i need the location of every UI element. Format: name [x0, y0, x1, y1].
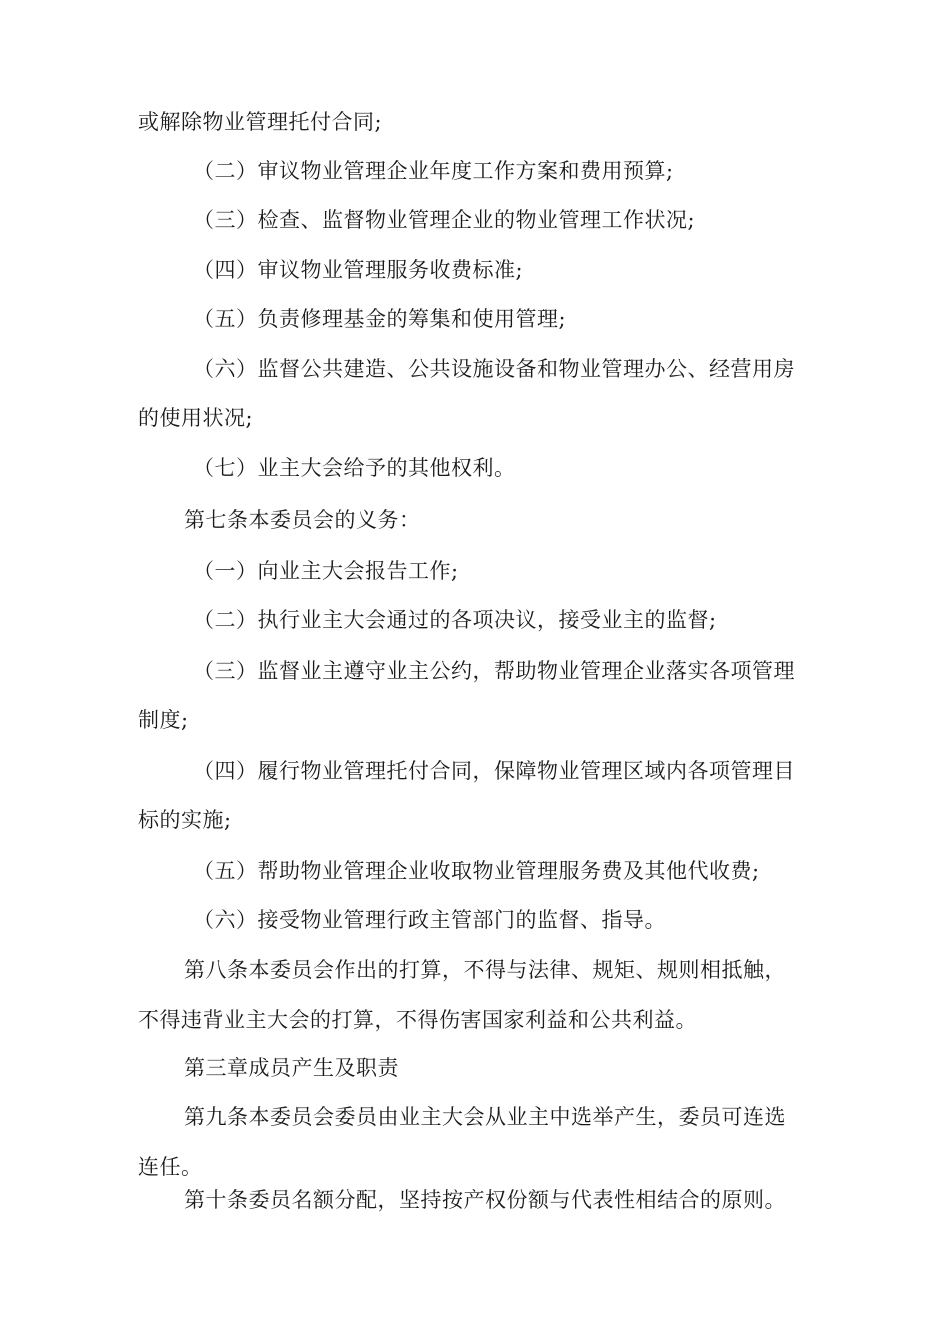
text-line: （二）审议物业管理企业年度工作方案和费用预算; — [193, 159, 674, 183]
text-line: （一）向业主大会报告工作; — [193, 559, 459, 583]
text-line: 标的实施; — [138, 808, 232, 832]
text-line: （五）负责修理基金的筹集和使用管理; — [193, 307, 567, 331]
article-heading: 第七条本委员会的义务： — [184, 508, 421, 532]
text-line: （四）审议物业管理服务收费标准; — [193, 258, 524, 282]
text-line: （三）检查、监督物业管理企业的物业管理工作状况; — [193, 208, 696, 232]
text-line: （二）执行业主大会通过的各项决议，接受业主的监督; — [193, 608, 717, 632]
text-line: （七）业主大会给予的其他权利。 — [193, 456, 516, 480]
chapter-heading: 第三章成员产生及职责 — [184, 1056, 399, 1080]
text-line: （六）接受物业管理行政主管部门的监督、指导。 — [193, 908, 666, 932]
text-line: 连任。 — [138, 1155, 203, 1179]
text-line: （三）监督业主遵守业主公约，帮助物业管理企业落实各项管理 — [193, 659, 795, 683]
article-text: 第十条委员名额分配，坚持按产权份额与代表性相结合的原则。 — [184, 1188, 786, 1212]
text-line: （四）履行物业管理托付合同，保障物业管理区域内各项管理目 — [193, 759, 795, 783]
article-text: 第八条本委员会作出的打算，不得与法律、规矩、规则相抵触， — [184, 958, 786, 982]
text-line: （六）监督公共建造、公共设施设备和物业管理办公、经营用房 — [193, 357, 795, 381]
text-line: 的使用状况; — [138, 406, 254, 430]
text-line: 不得违背业主大会的打算，不得伤害国家利益和公共利益。 — [138, 1008, 697, 1032]
text-line: 或解除物业管理托付合同; — [138, 110, 383, 134]
article-text: 第九条本委员会委员由业主大会从业主中选举产生，委员可连选 — [184, 1105, 786, 1129]
text-line: 制度; — [138, 708, 189, 732]
text-line: （五）帮助物业管理企业收取物业管理服务费及其他代收费; — [193, 859, 760, 883]
